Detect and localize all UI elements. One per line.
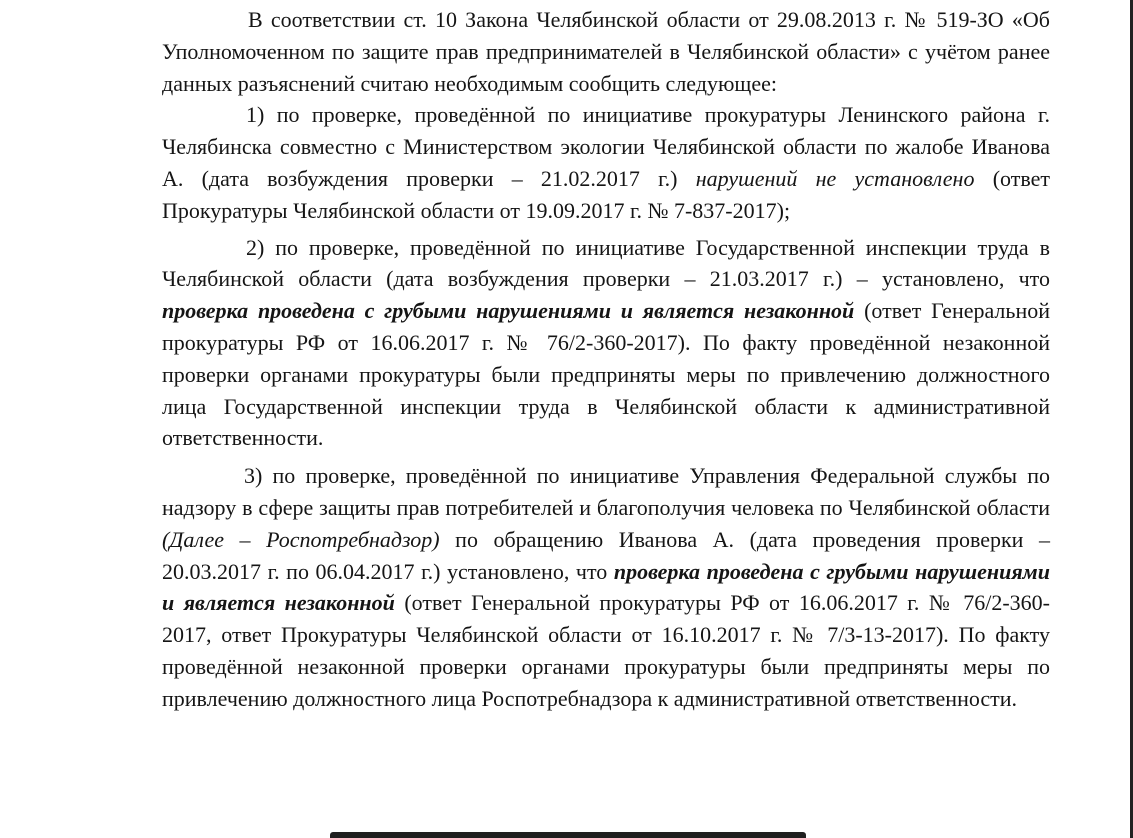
item-1-tail: (ответ Прокуратуры Челябинской области от 19.09.2017 г. № 7-837-2017); (162, 165, 1050, 223)
paragraph-intro-text: В соответствии ст. 10 Закона Челябинской области от 29.08.2013 г. № 519-ЗО «Об Уполномоченном по защите прав предпринимателей в Челябинской области» с учётом ранее данных разъяснений считаю необходимым сообщить следующее: (162, 7, 1050, 96)
item-3-abbreviation: (Далее – Роспотребнадзор) (162, 526, 440, 552)
item-3-middle: по обращению Иванова А. (дата проведения проверки – 20.03.2017 г. по 06.04.2017 г.) установлено, что (162, 526, 1050, 584)
viewer-scroll-bar[interactable] (330, 832, 806, 838)
paragraph-item-1 (162, 99, 1050, 226)
document-page (162, 4, 1050, 715)
item-2-emphasis: проверка проведена с грубыми нарушениями и является незаконной (162, 298, 855, 324)
item-3-text: 3) по проверке, проведённой по инициативе Управления Федеральной службы по надзору в сфере защиты прав потребителей и благополучия человека по Челябинской области (162, 463, 1050, 520)
paragraph-intro (162, 4, 1050, 99)
item-3-tail: (ответ Генеральной прокуратуры РФ от 16.06.2017 г. № 76/2-360-2017, ответ Прокуратуры Челябинской области от 16.10.2017 г. № 7/3-13-2017). По факту проведённой незаконной проверки органами прокуратуры были предприняты меры по привлечению должностного лица Роспотребнадзора к административной ответственности. (162, 590, 1051, 711)
item-3-emphasis: проверка проведена с грубыми нарушениями и является незаконной (162, 558, 1050, 616)
item-2-tail: (ответ Генеральной прокуратуры РФ от 16.06.2017 г. № 76/2-360-2017). По факту проведённой незаконной проверки органами прокуратуры были предприняты меры по привлечению должностного лица Государственной инспекции труда в Челябинской области к административной ответственности. (162, 298, 1050, 451)
paragraph-item-2 (162, 232, 1050, 455)
item-1-text: 1) по проверке, проведённой по инициативе прокуратуры Ленинского района г. Челябинска совместно с Министерством экологии Челябинской области по жалобе Иванова А. (дата возбуждения проверки – 21.02.2017 г.) (162, 102, 1050, 191)
item-1-emphasis: нарушений не установлено (695, 165, 975, 191)
paragraph-item-3 (162, 460, 1050, 714)
item-2-text: 2) по проверке, проведённой по инициативе Государственной инспекции труда в Челябинской области (дата возбуждения проверки – 21.03.2017 г.) – установлено, что (162, 234, 1050, 292)
